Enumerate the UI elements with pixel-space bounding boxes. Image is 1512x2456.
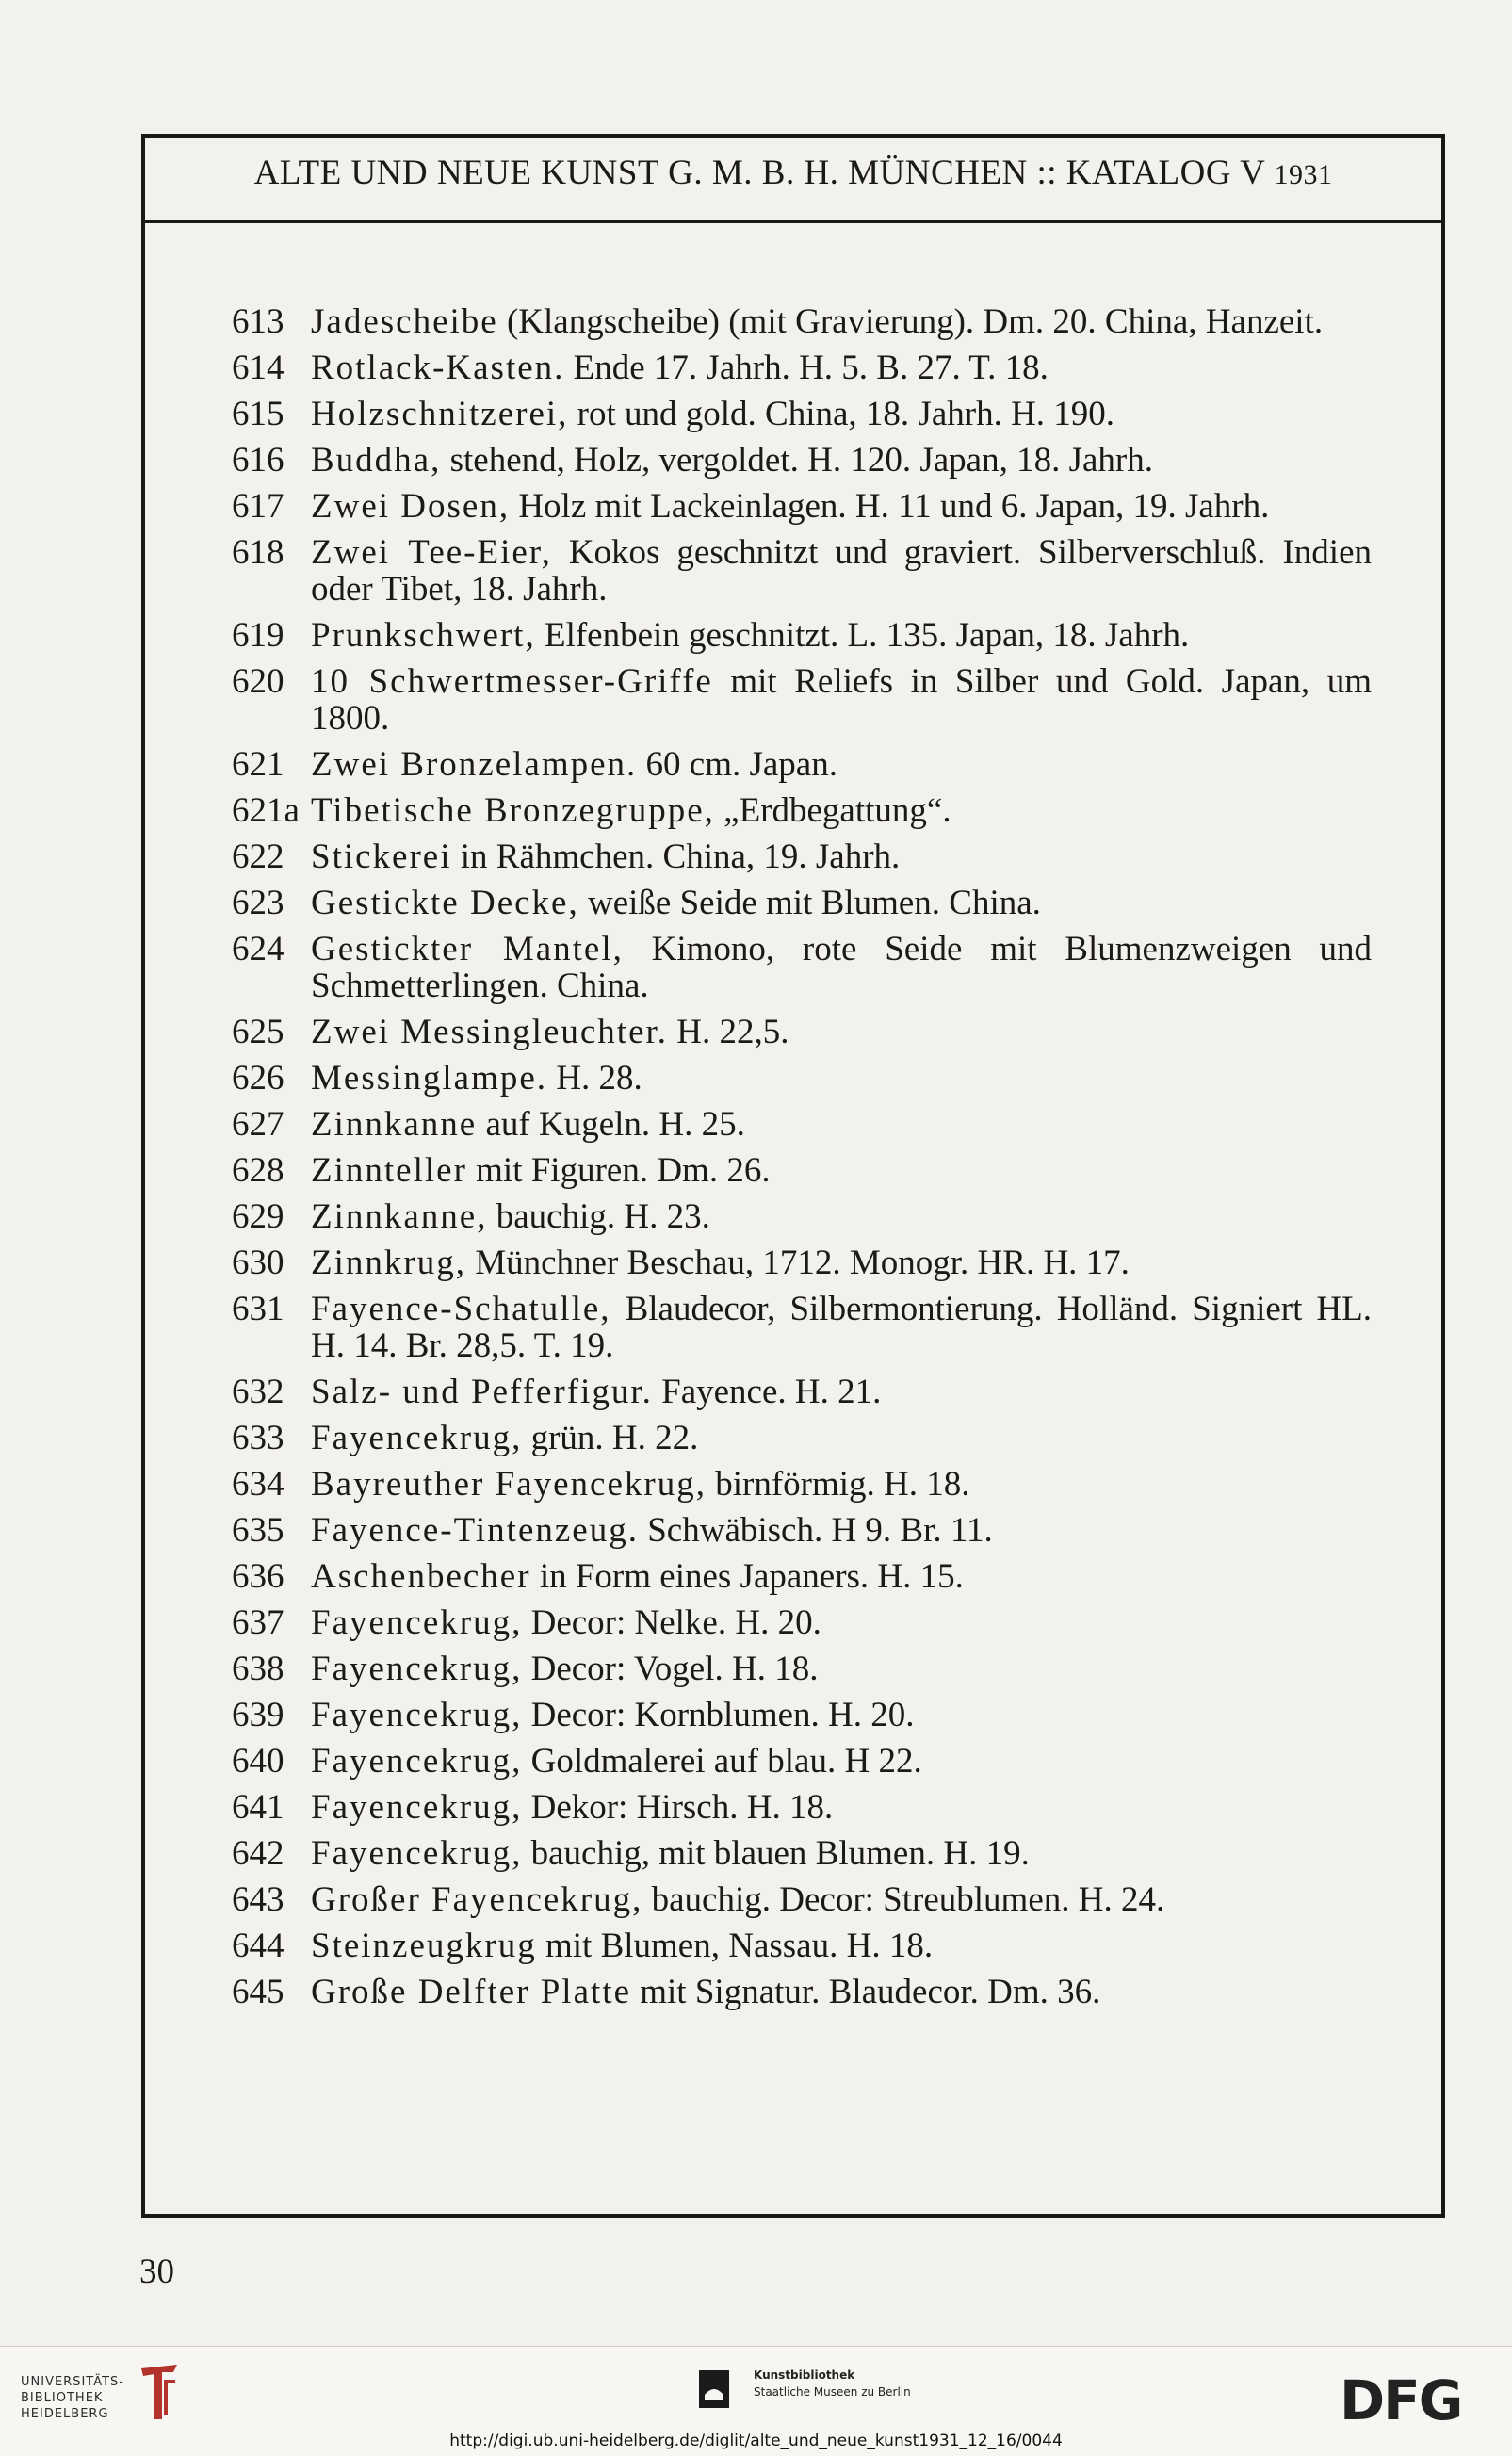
catalog-entry [232,746,1372,783]
entry-title: Große Delfter Platte [311,1973,631,2011]
catalog-entry [232,792,1372,829]
catalog-entry [232,534,1372,608]
kunstbibliothek-logo-icon [695,2367,733,2412]
entry-title: Gestickter Mantel, [311,930,624,968]
entry-description: H. 22,5. [668,1013,789,1051]
entry-title: Rotlack-Kasten. [311,349,565,387]
entry-title: Fayencekrug, [311,1650,523,1688]
catalog-entry [232,396,1372,432]
catalog-entry [232,488,1372,525]
entry-title: Salz- und Pefferfigur. [311,1373,653,1411]
catalog-entry [232,1291,1372,1364]
kunstbibliothek-label[interactable] [754,2367,911,2400]
entry-number: 641 [232,1788,285,1827]
university-logo-line: BIBLIOTHEK [21,2391,104,2405]
entry-number: 621a [232,791,300,830]
catalog-entry [232,1060,1372,1097]
entry-description: Elfenbein geschnitzt. L. 135. Japan, 18. Jahrh. [535,616,1190,655]
entry-title: Jadescheibe [311,302,498,341]
header-title: ALTE UND NEUE KUNST G. M. B. H. MÜNCHEN :: KATALOG V [253,154,1265,192]
entry-description: auf Kugeln. H. 25. [477,1105,745,1144]
catalog-entry [232,1835,1372,1872]
entry-description: in Rähmchen. China, 19. Jahrh. [451,838,901,876]
entry-number: 628 [232,1151,285,1190]
entry-description: grün. H. 22. [522,1419,699,1457]
entry-number: 616 [232,441,285,480]
entry-description: 60 cm. Japan. [637,745,837,784]
entry-description: Fayence. H. 21. [652,1373,882,1411]
entry-title: Fayence-Schatulle, [311,1290,611,1328]
catalog-entry [232,1014,1372,1050]
entry-title: Holzschnitzerei, [311,395,569,433]
entry-description: bauchig. H. 23. [487,1197,710,1236]
entry-title: Fayence-Tintenzeug. [311,1511,639,1550]
entry-number: 614 [232,349,285,387]
entry-title: Aschenbecher [311,1557,531,1596]
entry-number: 615 [232,395,285,433]
entry-number: 644 [232,1927,285,1965]
entry-description: mit Reliefs in Silber und Gold. Japan, um 1800. [311,662,1372,738]
entry-number: 632 [232,1373,285,1411]
university-library-logo[interactable] [21,2374,124,2422]
entry-number: 627 [232,1105,285,1144]
entry-title: Gestickte Decke, [311,884,579,922]
catalog-entry [232,1558,1372,1595]
page-number: 30 [139,2253,174,2291]
entry-title: Großer Fayencekrug, [311,1880,643,1919]
university-seal-icon [138,2363,181,2423]
entry-number: 636 [232,1557,285,1596]
catalog-entry [232,1244,1372,1281]
entry-number: 633 [232,1419,285,1457]
entry-title: Zwei Dosen, [311,487,511,526]
entry-description: Schwäbisch. H 9. Br. 11. [638,1511,993,1550]
entry-title: Zinnkanne [311,1105,478,1144]
entry-description: Ende 17. Jahrh. H. 5. B. 27. T. 18. [564,349,1049,387]
entry-title: Buddha, [311,441,442,480]
entry-number: 617 [232,487,285,526]
catalog-entry [232,1604,1372,1641]
entry-number: 624 [232,930,285,968]
entry-title: Fayencekrug, [311,1788,523,1827]
entry-description: weiße Seide mit Blumen. China. [578,884,1041,922]
entry-description: Decor: Vogel. H. 18. [522,1650,819,1688]
university-logo-line: UNIVERSITÄTS- [21,2375,124,2389]
catalog-entry [232,885,1372,921]
entry-title: Fayencekrug, [311,1742,523,1781]
entry-title: 10 Schwertmesser-Griffe [311,662,713,701]
catalog-entry [232,663,1372,737]
running-header [141,153,1445,193]
source-url-link[interactable]: http://digi.ub.uni-heidelberg.de/diglit/alte_und_neue_kunst1931_12_16/0044 [449,2432,1063,2450]
catalog-entry [232,838,1372,875]
entry-description: Kokos geschnitzt und graviert. Silberverschluß. Indien oder Tibet, 18. Jahrh. [311,533,1373,609]
catalog-entry [232,1743,1372,1780]
entry-title: Bayreuther Fayencekrug, [311,1465,707,1504]
entry-description: Blaudecor, Silbermontierung. Holländ. Signiert HL. H. 14. Br. 28,5. T. 19. [311,1290,1372,1365]
entry-title: Fayencekrug, [311,1603,523,1642]
entry-number: 635 [232,1511,285,1550]
catalog-entry [232,1974,1372,2010]
catalog-entry [232,1420,1372,1456]
entry-description: mit Figuren. Dm. 26. [466,1151,771,1190]
catalog-entry [232,617,1372,654]
header-rule [141,220,1445,223]
entry-title: Messinglampe. [311,1059,548,1098]
entry-description: mit Signatur. Blaudecor. Dm. 36. [631,1973,1101,2011]
entry-description: Holz mit Lackeinlagen. H. 11 und 6. Japan, 19. Jahrh. [510,487,1270,526]
entry-description: Goldmalerei auf blau. H 22. [522,1742,922,1781]
entry-description: Dekor: Hirsch. H. 18. [522,1788,834,1827]
university-logo-line: HEIDELBERG [21,2407,109,2421]
catalog-entries [232,303,1372,2020]
catalog-entry [232,1152,1372,1189]
catalog-entry [232,1466,1372,1503]
entry-title: Tibetische Bronzegruppe, [311,791,715,830]
entry-title: Fayencekrug, [311,1419,523,1457]
entry-number: 637 [232,1603,285,1642]
entry-description: bauchig, mit blauen Blumen. H. 19. [522,1834,1030,1873]
entry-number: 631 [232,1290,285,1328]
entry-number: 630 [232,1244,285,1282]
entry-description: stehend, Holz, vergoldet. H. 120. Japan, 18. Jahrh. [441,441,1153,480]
entry-title: Zinnkanne, [311,1197,488,1236]
catalog-entry [232,303,1372,340]
entry-title: Fayencekrug, [311,1834,523,1873]
entry-title: Zwei Bronzelampen. [311,745,638,784]
entry-title: Stickerei [311,838,452,876]
entry-number: 625 [232,1013,285,1051]
entry-number: 619 [232,616,285,655]
entry-number: 629 [232,1197,285,1236]
kunstbibliothek-subtitle: Staatliche Museen zu Berlin [754,2385,911,2399]
catalog-entry [232,1374,1372,1410]
entry-number: 634 [232,1465,285,1504]
entry-number: 642 [232,1834,285,1873]
entry-title: Fayencekrug, [311,1696,523,1734]
kunstbibliothek-name: Kunstbibliothek [754,2368,855,2382]
entry-title: Zwei Tee-Eier, [311,533,552,572]
dfg-logo[interactable]: DFG [1340,2368,1462,2432]
catalog-entry [232,1881,1372,1918]
entry-number: 643 [232,1880,285,1919]
catalog-entry [232,1789,1372,1826]
catalog-entry [232,1697,1372,1733]
entry-description: birnförmig. H. 18. [706,1465,970,1504]
entry-description: Decor: Kornblumen. H. 20. [522,1696,915,1734]
catalog-entry [232,1651,1372,1687]
catalog-entry [232,1198,1372,1235]
entry-description: in Form eines Japaners. H. 15. [530,1557,964,1596]
entry-description: Kimono, rote Seide mit Blumenzweigen und Schmetterlingen. China. [311,930,1372,1005]
entry-description: H. 28. [547,1059,642,1098]
catalog-entry [232,931,1372,1004]
catalog-entry [232,442,1372,479]
catalog-entry [232,1106,1372,1143]
entry-description: mit Blumen, Nassau. H. 18. [536,1927,934,1965]
entry-number: 640 [232,1742,285,1781]
entry-description: „Erdbegattung“. [714,791,951,830]
entry-title: Zinnkrug, [311,1244,466,1282]
entry-description: Münchner Beschau, 1712. Monogr. HR. H. 17. [465,1244,1130,1282]
entry-title: Steinzeugkrug [311,1927,537,1965]
entry-number: 618 [232,533,285,572]
entry-description: Decor: Nelke. H. 20. [522,1603,821,1642]
entry-number: 622 [232,838,285,876]
catalog-entry [232,1927,1372,1964]
entry-title: Zwei Messingleuchter. [311,1013,669,1051]
entry-description: bauchig. Decor: Streublumen. H. 24. [642,1880,1165,1919]
entry-number: 613 [232,302,285,341]
catalog-entry [232,350,1372,386]
header-year: 1931 [1274,159,1333,190]
catalog-entry [232,1512,1372,1549]
entry-title: Prunkschwert, [311,616,536,655]
entry-number: 621 [232,745,285,784]
entry-number: 638 [232,1650,285,1688]
entry-number: 639 [232,1696,285,1734]
entry-number: 626 [232,1059,285,1098]
entry-description: rot und gold. China, 18. Jahrh. H. 190. [568,395,1115,433]
entry-number: 620 [232,662,285,701]
entry-description: (Klangscheibe) (mit Gravierung). Dm. 20. China, Hanzeit. [497,302,1324,341]
entry-number: 623 [232,884,285,922]
entry-number: 645 [232,1973,285,2011]
entry-title: Zinnteller [311,1151,467,1190]
